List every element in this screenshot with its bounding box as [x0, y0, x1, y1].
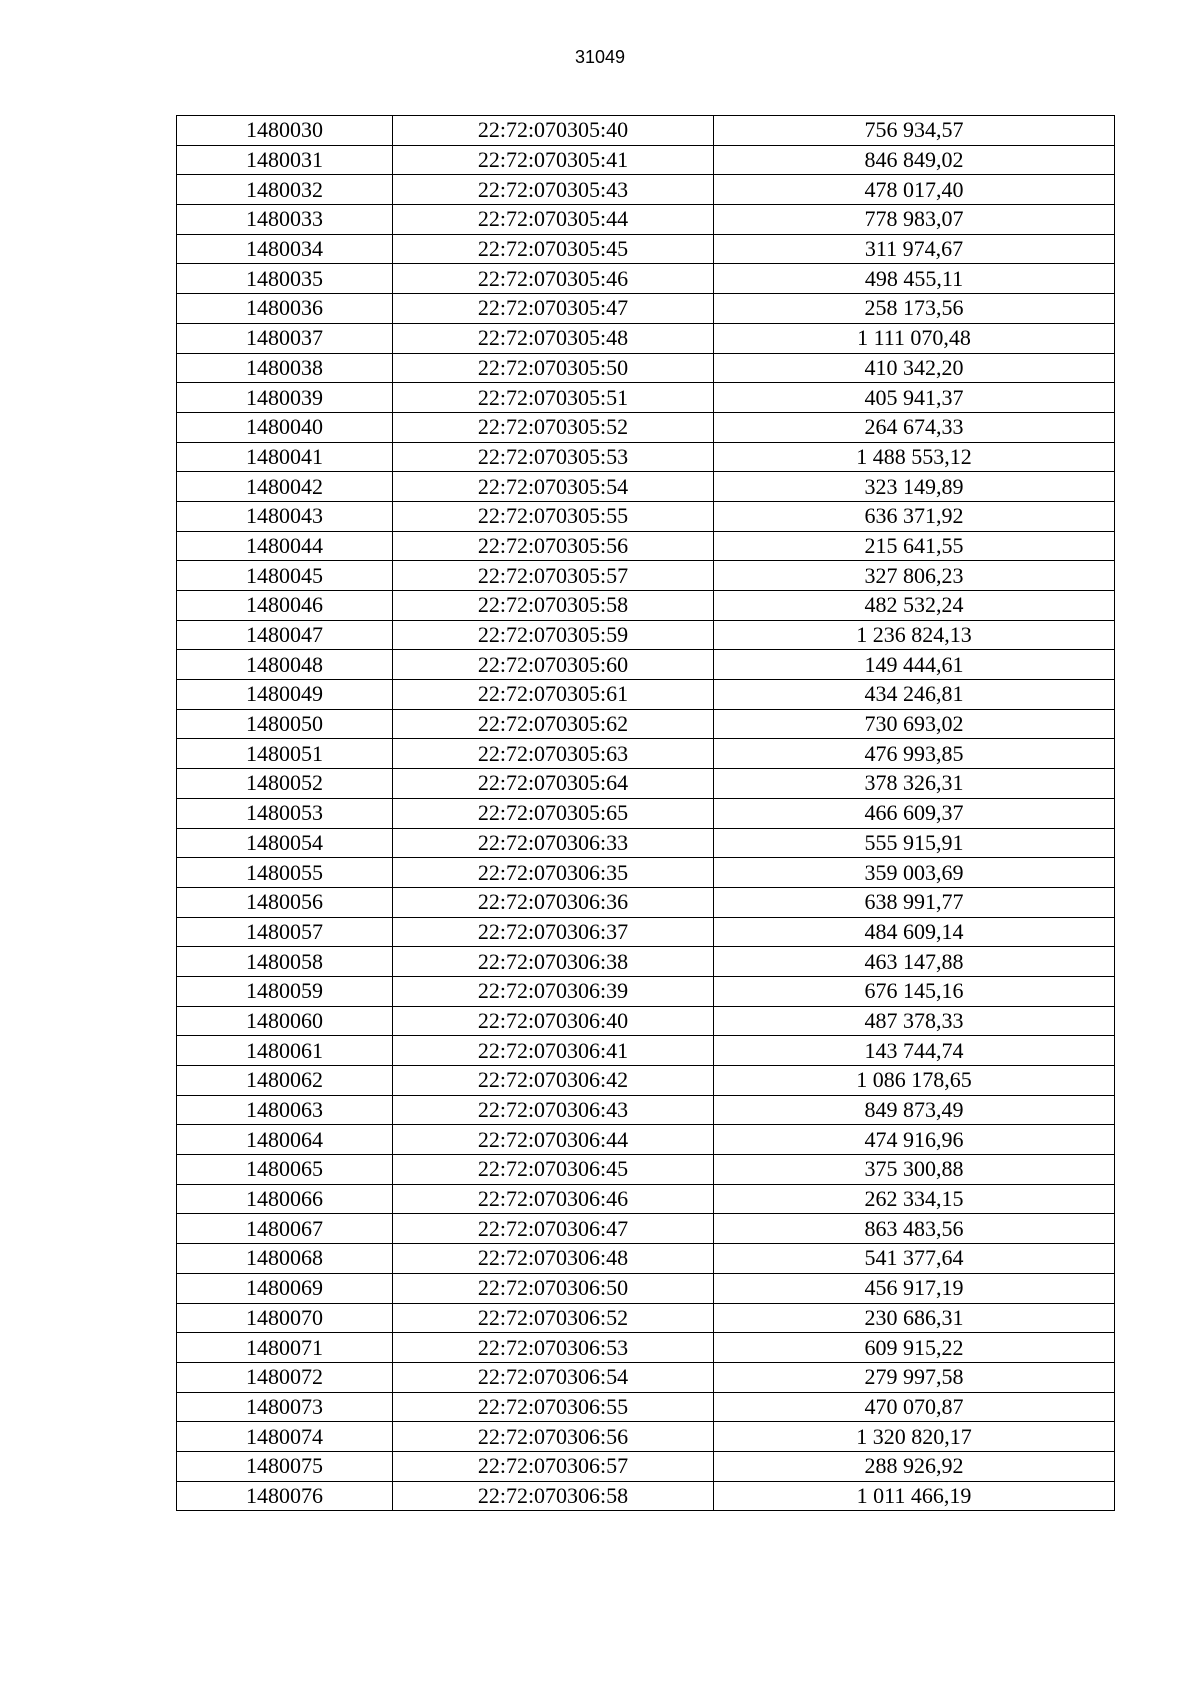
cell-number: 1480060 — [177, 1006, 393, 1036]
cell-amount: 609 915,22 — [714, 1333, 1115, 1363]
table-row — [177, 472, 1115, 502]
cell-cadastral-number: 22:72:070305:50 — [393, 353, 714, 383]
table-row — [177, 709, 1115, 739]
cell-cadastral-number: 22:72:070306:58 — [393, 1481, 714, 1511]
cell-number: 1480033 — [177, 205, 393, 235]
table-row — [177, 145, 1115, 175]
cell-number: 1480067 — [177, 1214, 393, 1244]
table-row — [177, 947, 1115, 977]
table-row — [177, 294, 1115, 324]
cell-cadastral-number: 22:72:070305:47 — [393, 294, 714, 324]
cell-number: 1480054 — [177, 828, 393, 858]
table-row — [177, 1214, 1115, 1244]
cell-cadastral-number: 22:72:070305:52 — [393, 412, 714, 442]
cell-cadastral-number: 22:72:070306:35 — [393, 858, 714, 888]
cell-cadastral-number: 22:72:070306:33 — [393, 828, 714, 858]
cell-number: 1480041 — [177, 442, 393, 472]
cell-cadastral-number: 22:72:070305:60 — [393, 650, 714, 680]
cell-number: 1480030 — [177, 116, 393, 146]
cell-amount: 1 488 553,12 — [714, 442, 1115, 472]
cell-number: 1480044 — [177, 531, 393, 561]
table-row — [177, 1066, 1115, 1096]
table-row — [177, 1036, 1115, 1066]
table-row — [177, 501, 1115, 531]
cell-amount: 482 532,24 — [714, 591, 1115, 621]
table-row — [177, 383, 1115, 413]
cell-amount: 1 111 070,48 — [714, 323, 1115, 353]
cell-number: 1480046 — [177, 591, 393, 621]
cell-number: 1480057 — [177, 917, 393, 947]
cell-amount: 676 145,16 — [714, 976, 1115, 1006]
table-row — [177, 1422, 1115, 1452]
cell-number: 1480076 — [177, 1481, 393, 1511]
table-row — [177, 1125, 1115, 1155]
cell-cadastral-number: 22:72:070305:62 — [393, 709, 714, 739]
cell-cadastral-number: 22:72:070306:42 — [393, 1066, 714, 1096]
cell-amount: 456 917,19 — [714, 1273, 1115, 1303]
cell-number: 1480038 — [177, 353, 393, 383]
cell-cadastral-number: 22:72:070305:45 — [393, 234, 714, 264]
cell-cadastral-number: 22:72:070305:58 — [393, 591, 714, 621]
cell-cadastral-number: 22:72:070305:54 — [393, 472, 714, 502]
page-number: 31049 — [574, 47, 626, 67]
cell-amount: 498 455,11 — [714, 264, 1115, 294]
table-row — [177, 561, 1115, 591]
table-row — [177, 1333, 1115, 1363]
cell-amount: 484 609,14 — [714, 917, 1115, 947]
cell-number: 1480073 — [177, 1392, 393, 1422]
cell-number: 1480071 — [177, 1333, 393, 1363]
table-row — [177, 1155, 1115, 1185]
cell-cadastral-number: 22:72:070306:39 — [393, 976, 714, 1006]
cell-amount: 470 070,87 — [714, 1392, 1115, 1422]
cell-number: 1480058 — [177, 947, 393, 977]
cell-amount: 327 806,23 — [714, 561, 1115, 591]
table-row — [177, 620, 1115, 650]
cell-number: 1480066 — [177, 1184, 393, 1214]
cell-amount: 466 609,37 — [714, 798, 1115, 828]
cell-cadastral-number: 22:72:070306:48 — [393, 1244, 714, 1274]
cell-cadastral-number: 22:72:070305:55 — [393, 501, 714, 531]
table-row — [177, 442, 1115, 472]
table-row — [177, 1451, 1115, 1481]
cell-cadastral-number: 22:72:070306:50 — [393, 1273, 714, 1303]
cell-number: 1480050 — [177, 709, 393, 739]
cell-cadastral-number: 22:72:070306:41 — [393, 1036, 714, 1066]
cell-cadastral-number: 22:72:070305:46 — [393, 264, 714, 294]
table-row — [177, 1481, 1115, 1511]
table-row — [177, 264, 1115, 294]
cell-number: 1480062 — [177, 1066, 393, 1096]
cell-number: 1480065 — [177, 1155, 393, 1185]
cell-cadastral-number: 22:72:070305:53 — [393, 442, 714, 472]
cell-amount: 638 991,77 — [714, 887, 1115, 917]
cell-cadastral-number: 22:72:070306:46 — [393, 1184, 714, 1214]
cell-amount: 375 300,88 — [714, 1155, 1115, 1185]
cell-amount: 311 974,67 — [714, 234, 1115, 264]
cell-cadastral-number: 22:72:070306:44 — [393, 1125, 714, 1155]
table-row — [177, 650, 1115, 680]
table-row — [177, 412, 1115, 442]
cell-number: 1480070 — [177, 1303, 393, 1333]
table-row — [177, 234, 1115, 264]
cell-cadastral-number: 22:72:070306:37 — [393, 917, 714, 947]
cell-cadastral-number: 22:72:070306:43 — [393, 1095, 714, 1125]
cell-cadastral-number: 22:72:070306:38 — [393, 947, 714, 977]
cell-number: 1480074 — [177, 1422, 393, 1452]
cell-cadastral-number: 22:72:070305:48 — [393, 323, 714, 353]
cell-amount: 149 444,61 — [714, 650, 1115, 680]
cell-number: 1480052 — [177, 769, 393, 799]
table-row — [177, 175, 1115, 205]
cell-cadastral-number: 22:72:070305:56 — [393, 531, 714, 561]
cell-cadastral-number: 22:72:070305:65 — [393, 798, 714, 828]
table-row — [177, 976, 1115, 1006]
cell-number: 1480049 — [177, 680, 393, 710]
cell-amount: 863 483,56 — [714, 1214, 1115, 1244]
table-body — [177, 116, 1115, 1511]
cell-amount: 434 246,81 — [714, 680, 1115, 710]
cell-number: 1480064 — [177, 1125, 393, 1155]
table-row — [177, 205, 1115, 235]
cell-amount: 410 342,20 — [714, 353, 1115, 383]
cell-number: 1480072 — [177, 1362, 393, 1392]
cell-cadastral-number: 22:72:070305:40 — [393, 116, 714, 146]
cell-amount: 476 993,85 — [714, 739, 1115, 769]
cell-number: 1480051 — [177, 739, 393, 769]
cell-amount: 359 003,69 — [714, 858, 1115, 888]
cell-number: 1480040 — [177, 412, 393, 442]
cell-amount: 230 686,31 — [714, 1303, 1115, 1333]
cell-cadastral-number: 22:72:070306:52 — [393, 1303, 714, 1333]
cell-amount: 474 916,96 — [714, 1125, 1115, 1155]
table-row — [177, 1244, 1115, 1274]
cell-amount: 258 173,56 — [714, 294, 1115, 324]
cell-amount: 1 011 466,19 — [714, 1481, 1115, 1511]
cell-amount: 463 147,88 — [714, 947, 1115, 977]
cell-amount: 487 378,33 — [714, 1006, 1115, 1036]
cell-number: 1480043 — [177, 501, 393, 531]
cell-cadastral-number: 22:72:070306:56 — [393, 1422, 714, 1452]
cell-number: 1480075 — [177, 1451, 393, 1481]
cell-number: 1480039 — [177, 383, 393, 413]
table-row — [177, 531, 1115, 561]
cell-number: 1480063 — [177, 1095, 393, 1125]
table-row — [177, 591, 1115, 621]
cell-number: 1480059 — [177, 976, 393, 1006]
cell-amount: 730 693,02 — [714, 709, 1115, 739]
cell-amount: 778 983,07 — [714, 205, 1115, 235]
table-row — [177, 769, 1115, 799]
cell-amount: 478 017,40 — [714, 175, 1115, 205]
cell-cadastral-number: 22:72:070305:63 — [393, 739, 714, 769]
cell-number: 1480053 — [177, 798, 393, 828]
cell-number: 1480034 — [177, 234, 393, 264]
cell-cadastral-number: 22:72:070306:40 — [393, 1006, 714, 1036]
cell-number: 1480045 — [177, 561, 393, 591]
cell-amount: 288 926,92 — [714, 1451, 1115, 1481]
cell-amount: 143 744,74 — [714, 1036, 1115, 1066]
cell-amount: 215 641,55 — [714, 531, 1115, 561]
cell-amount: 555 915,91 — [714, 828, 1115, 858]
cell-amount: 405 941,37 — [714, 383, 1115, 413]
cell-cadastral-number: 22:72:070306:54 — [393, 1362, 714, 1392]
table-row — [177, 1095, 1115, 1125]
table-row — [177, 116, 1115, 146]
cell-number: 1480036 — [177, 294, 393, 324]
cell-cadastral-number: 22:72:070306:53 — [393, 1333, 714, 1363]
cell-amount: 1 086 178,65 — [714, 1066, 1115, 1096]
cell-cadastral-number: 22:72:070306:55 — [393, 1392, 714, 1422]
table-row — [177, 1273, 1115, 1303]
table-row — [177, 739, 1115, 769]
cell-amount: 1 236 824,13 — [714, 620, 1115, 650]
cell-cadastral-number: 22:72:070305:64 — [393, 769, 714, 799]
cell-number: 1480056 — [177, 887, 393, 917]
table-row — [177, 1362, 1115, 1392]
cell-number: 1480068 — [177, 1244, 393, 1274]
table-row — [177, 887, 1115, 917]
cell-number: 1480042 — [177, 472, 393, 502]
cell-cadastral-number: 22:72:070306:57 — [393, 1451, 714, 1481]
cell-number: 1480055 — [177, 858, 393, 888]
table-row — [177, 1303, 1115, 1333]
table-row — [177, 858, 1115, 888]
cell-number: 1480037 — [177, 323, 393, 353]
table-row — [177, 798, 1115, 828]
cell-cadastral-number: 22:72:070305:44 — [393, 205, 714, 235]
table-row — [177, 1006, 1115, 1036]
cell-amount: 378 326,31 — [714, 769, 1115, 799]
table-row — [177, 353, 1115, 383]
table-row — [177, 917, 1115, 947]
table-row — [177, 1392, 1115, 1422]
cell-amount: 262 334,15 — [714, 1184, 1115, 1214]
table-row — [177, 323, 1115, 353]
cell-number: 1480032 — [177, 175, 393, 205]
cell-cadastral-number: 22:72:070306:36 — [393, 887, 714, 917]
cell-cadastral-number: 22:72:070305:41 — [393, 145, 714, 175]
cell-cadastral-number: 22:72:070305:59 — [393, 620, 714, 650]
cell-cadastral-number: 22:72:070306:45 — [393, 1155, 714, 1185]
cell-number: 1480061 — [177, 1036, 393, 1066]
cell-number: 1480069 — [177, 1273, 393, 1303]
cell-amount: 849 873,49 — [714, 1095, 1115, 1125]
cell-amount: 1 320 820,17 — [714, 1422, 1115, 1452]
cell-amount: 636 371,92 — [714, 501, 1115, 531]
cell-cadastral-number: 22:72:070305:61 — [393, 680, 714, 710]
data-table — [176, 115, 1115, 1511]
table-row — [177, 828, 1115, 858]
table-row — [177, 1184, 1115, 1214]
cell-amount: 541 377,64 — [714, 1244, 1115, 1274]
cell-number: 1480031 — [177, 145, 393, 175]
cell-amount: 846 849,02 — [714, 145, 1115, 175]
table-row — [177, 680, 1115, 710]
cell-amount: 756 934,57 — [714, 116, 1115, 146]
cell-amount: 264 674,33 — [714, 412, 1115, 442]
cell-cadastral-number: 22:72:070305:57 — [393, 561, 714, 591]
cell-number: 1480048 — [177, 650, 393, 680]
cell-amount: 279 997,58 — [714, 1362, 1115, 1392]
cell-number: 1480047 — [177, 620, 393, 650]
cell-cadastral-number: 22:72:070306:47 — [393, 1214, 714, 1244]
cell-amount: 323 149,89 — [714, 472, 1115, 502]
cell-cadastral-number: 22:72:070305:43 — [393, 175, 714, 205]
cell-cadastral-number: 22:72:070305:51 — [393, 383, 714, 413]
cell-number: 1480035 — [177, 264, 393, 294]
